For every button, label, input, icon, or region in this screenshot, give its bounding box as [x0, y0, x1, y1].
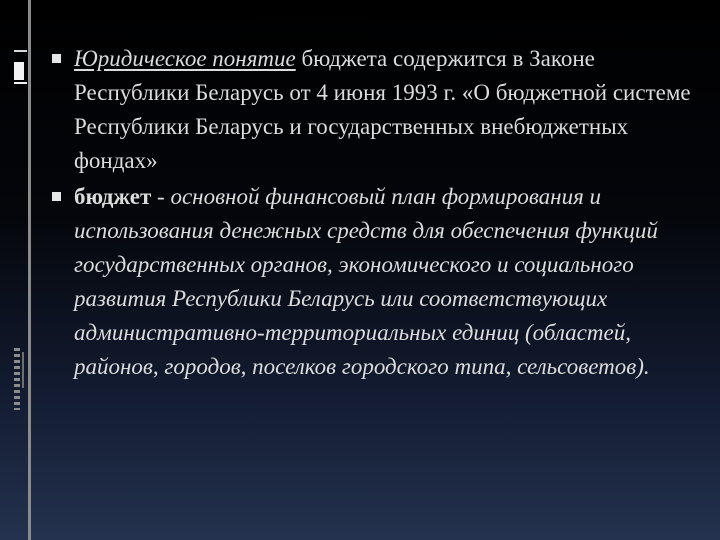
decorative-block	[14, 62, 24, 80]
definition-separator: -	[151, 184, 171, 209]
decorative-stripe-line	[22, 352, 24, 388]
budget-definition-text: основной финансовый план формирования и использования денежных средств для обеспечения функций государственных органов, экономического и социального развития Республики Беларусь или соответствующих административно-территориальных единиц (областей, районов, городов, поселков городского типа, сельсоветов).	[74, 184, 658, 379]
decorative-stripes	[14, 348, 20, 410]
decorative-bar-top	[14, 50, 27, 52]
bullet-item-legal-concept	[50, 42, 700, 178]
legal-concept-text: бюджета содержится в Законе Республики Беларусь от 4 июня 1993 г. «О бюджетной системе Республики Беларусь и государственных внебюджетных фондах»	[74, 46, 691, 173]
term-budget: бюджет	[74, 184, 152, 209]
term-legal-concept: Юридическое понятие	[74, 46, 296, 71]
square-bullet-icon	[52, 54, 61, 63]
slide-content	[50, 42, 700, 384]
decorative-bar	[14, 82, 27, 84]
square-bullet-icon	[52, 192, 61, 201]
bullet-item-budget-definition	[50, 180, 700, 384]
left-rail-line	[28, 0, 31, 540]
